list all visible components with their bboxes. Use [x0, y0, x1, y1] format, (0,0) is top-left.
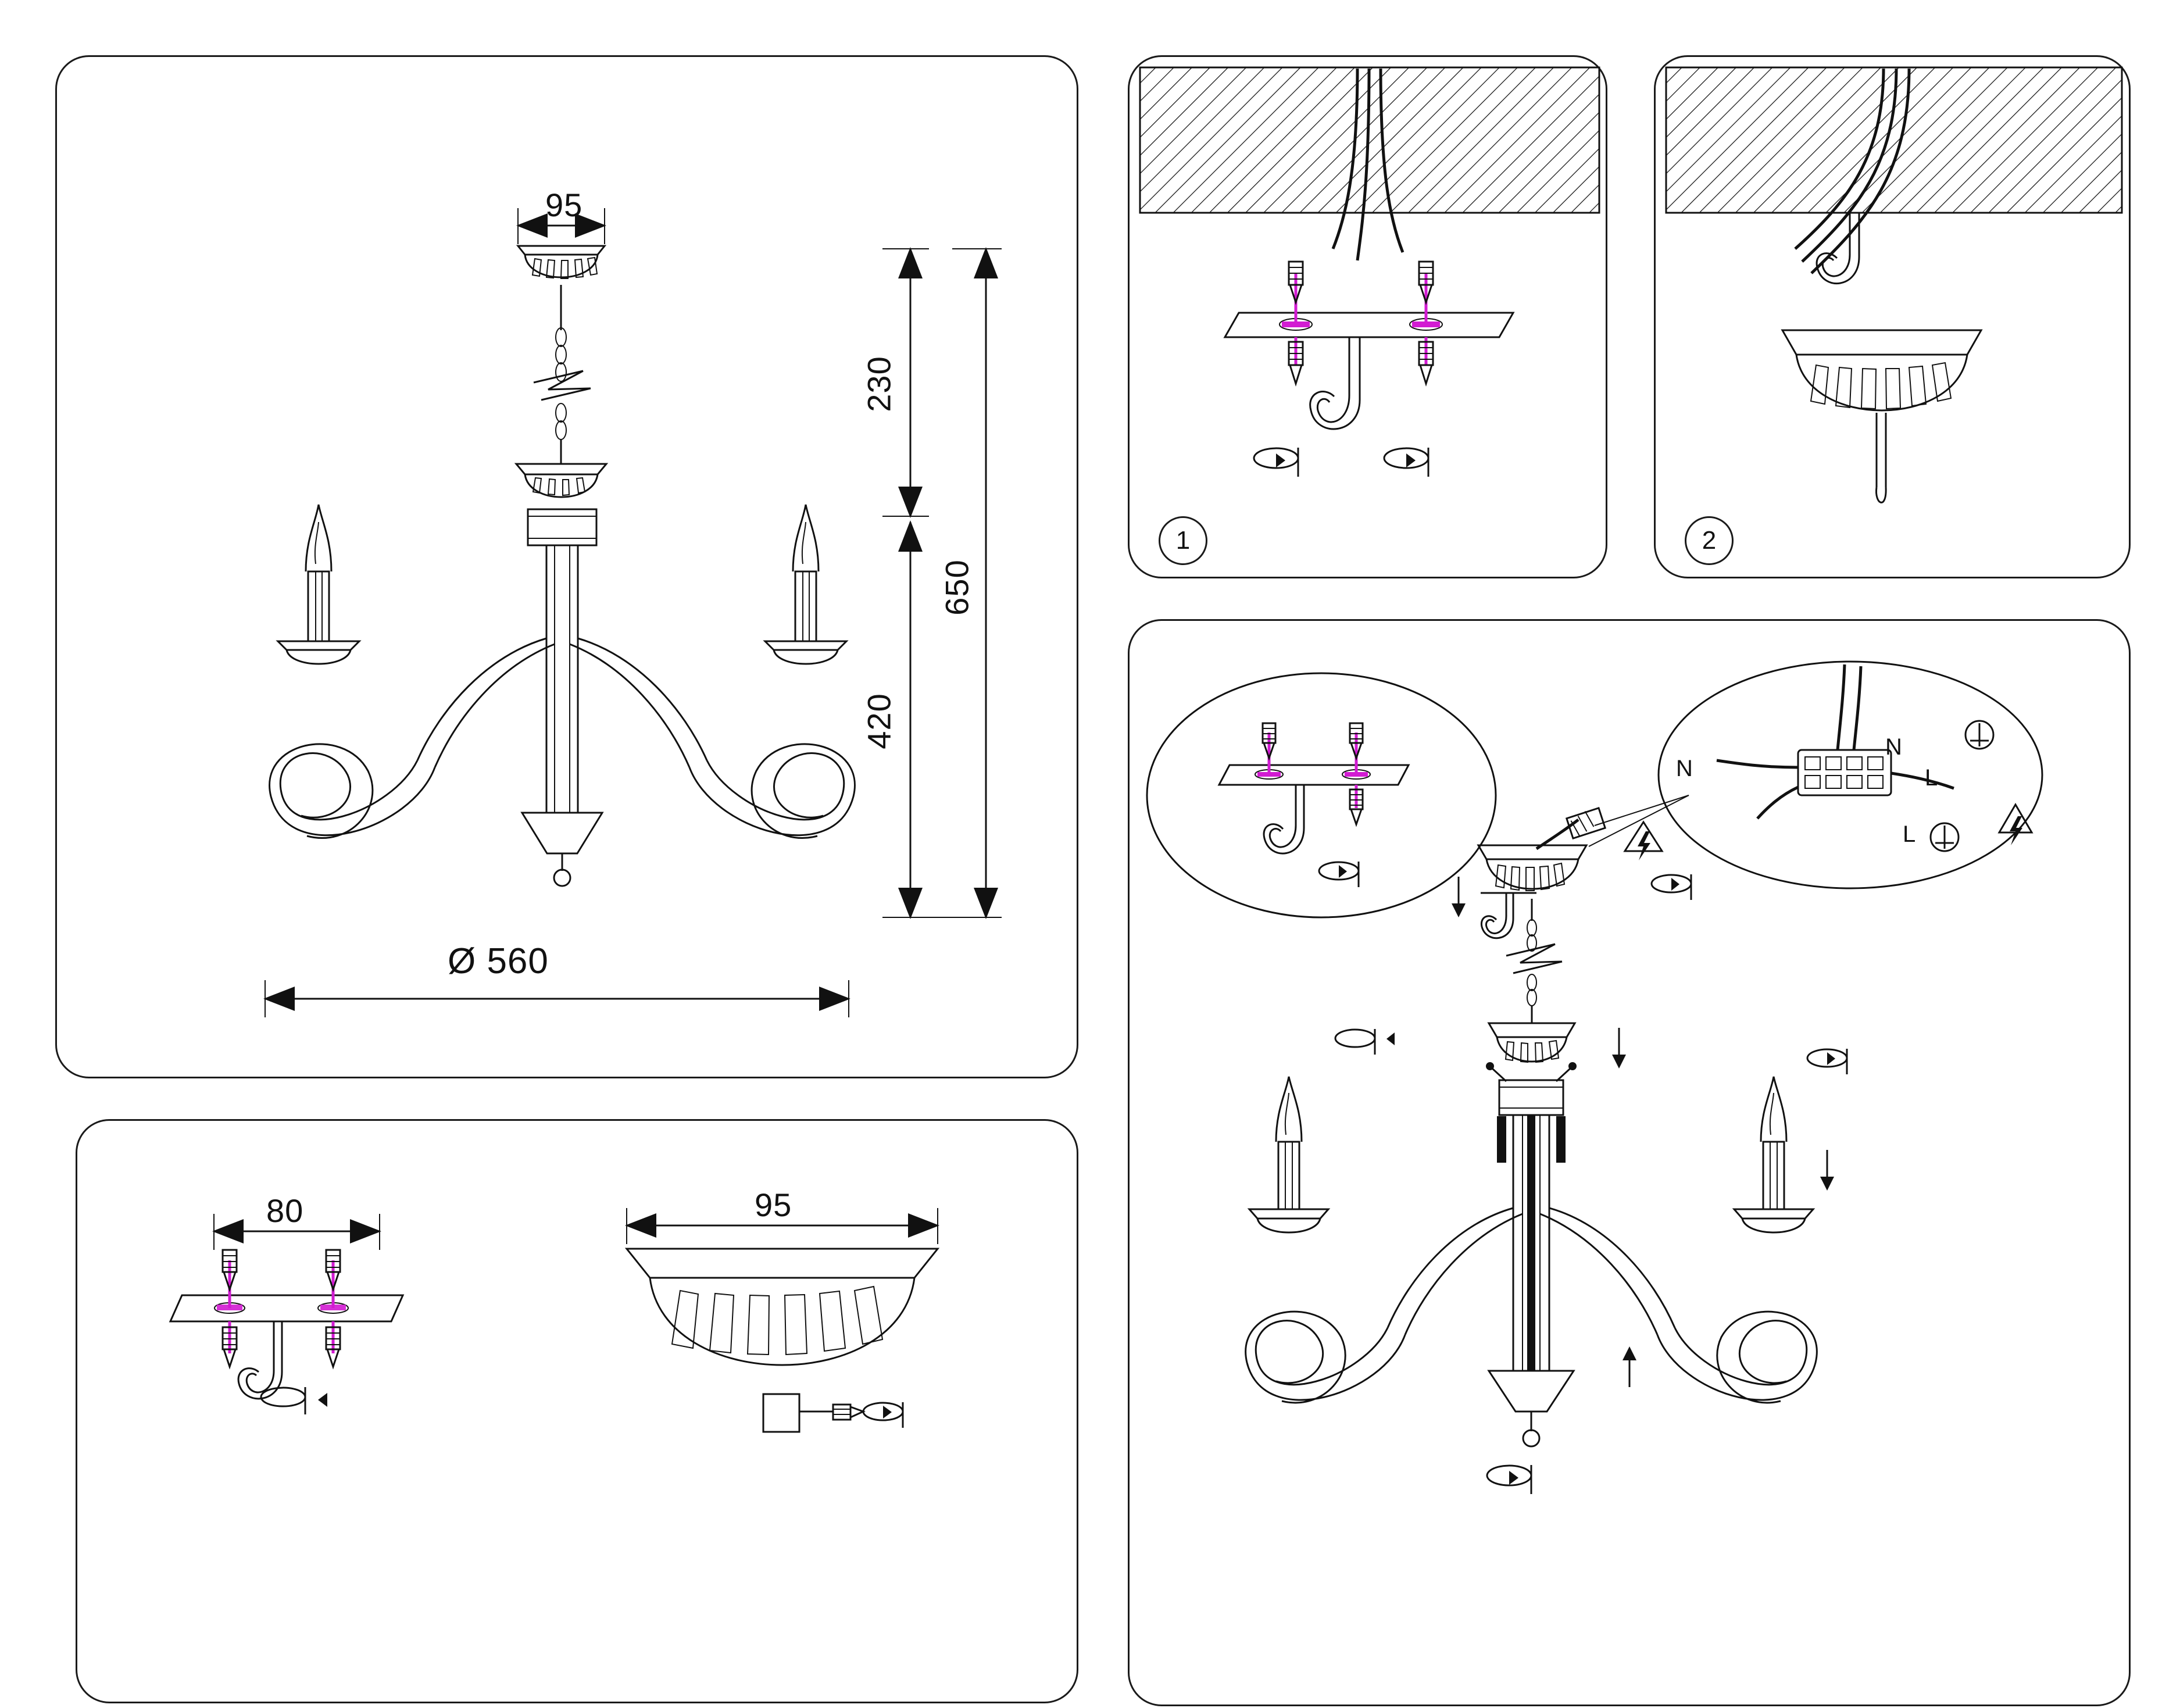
step-1-badge: 1	[1159, 516, 1207, 565]
step-2-panel	[1654, 55, 2131, 578]
assembly-panel	[1128, 619, 2131, 1706]
rotate-icon-right	[1384, 448, 1428, 477]
earth-symbol-top	[1965, 721, 1993, 749]
rotate-icon	[261, 1387, 327, 1414]
wire-label-n-left: N	[1676, 756, 1693, 781]
arrow-up-1	[1623, 1346, 1636, 1387]
arrow-down-2	[1612, 1028, 1626, 1069]
rotate-icon-bowl	[1335, 1029, 1395, 1055]
dim-body-height: 420	[860, 693, 898, 749]
rotate-icon-canopy	[1652, 874, 1691, 900]
wire-label-l-right: L	[1925, 765, 1938, 791]
dim-canopy-width-2: 95	[755, 1187, 792, 1223]
dim-diameter: Ø 560	[448, 941, 549, 981]
wire-label-n-top: N	[1885, 734, 1902, 760]
dim-canopy-width: 95	[545, 187, 583, 223]
product-dimensions-panel	[55, 55, 1078, 1078]
arrow-down-3	[1820, 1150, 1834, 1191]
earth-symbol-bottom	[1931, 823, 1959, 851]
assembly-drawing	[1130, 621, 2132, 1708]
arrow-down-1	[1452, 877, 1466, 917]
step-2-badge: 2	[1685, 516, 1734, 565]
mounting-plate-panel	[76, 1119, 1078, 1703]
dim-total-height: 650	[938, 559, 975, 616]
rotate-icon-left	[1254, 448, 1298, 477]
rotate-icon-detail	[1319, 862, 1359, 887]
wire-label-l-bottom: L	[1903, 821, 1916, 847]
rotate-icon-2	[863, 1402, 903, 1428]
dim-chain-length: 230	[860, 356, 898, 412]
rotate-icon-right-arm	[1807, 1049, 1847, 1074]
rotate-icon-finial	[1487, 1465, 1531, 1494]
step2-drawing	[1656, 57, 2132, 580]
step-1-panel	[1128, 55, 1607, 578]
dim-plate-width: 80	[266, 1192, 304, 1229]
mounting-plate-drawing	[77, 1121, 1080, 1705]
step1-drawing	[1130, 57, 1609, 580]
